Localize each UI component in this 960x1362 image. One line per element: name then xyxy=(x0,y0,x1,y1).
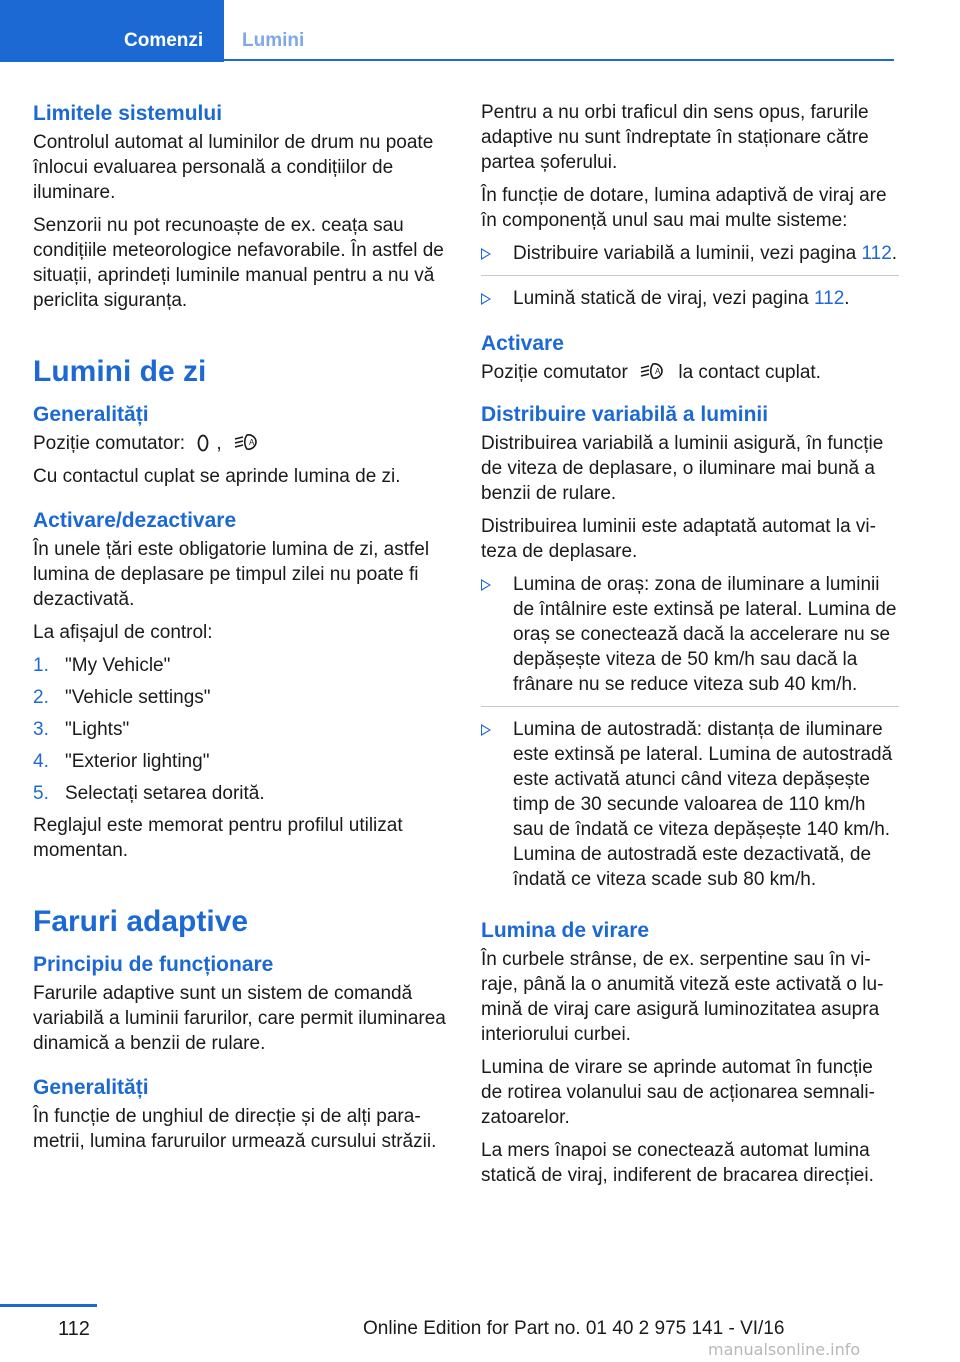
activation-paragraph-2: La afișajul de control: xyxy=(33,622,213,643)
principle-paragraph: Farurile adaptive sunt un sistem de comandă variabilă a luminii farurilor, care permit iluminarea dinamică a benzii de rulare. xyxy=(33,983,446,1054)
switch-position-line xyxy=(33,431,448,456)
limits-paragraph-1: Controlul automat al luminilor de drum nu poate înlocui evaluarea personală a condițiilor de iluminare. xyxy=(33,132,434,203)
distribution-paragraph-2: Distribuirea luminii este adaptată automat la viteza de deplasare. xyxy=(481,516,876,562)
general-paragraph-2: Cu contactul cuplat se aprinde lumina de zi. xyxy=(33,466,401,487)
list-item: Lumina de autostradă: distanța de iluminare este extinsă pe lateral. Lumina de autostradă este activată atunci când viteza depășește timp de 30 secunde valoarea de 110 km/h sau de îndată ce viteza depășește 140 km/h. Lumina de autostradă este dezactivată, de îndată ce viteza scade sub 80 km/h. xyxy=(481,717,899,901)
page-number: 112 xyxy=(58,1318,90,1340)
general-paragraph-3: În funcție de unghiul de direcție și de alți parametrii, lumina faruruilor urmează cursului străzii. xyxy=(33,1106,437,1152)
svg-text:A: A xyxy=(248,438,255,447)
switch-position-text: Poziție comutator: xyxy=(33,433,186,454)
right-column xyxy=(481,100,899,1196)
step-item: 5. Selectați setarea dorită. xyxy=(33,783,265,804)
switch-separator: , xyxy=(216,433,222,454)
edition-text: Online Edition for Part no. 01 40 2 975 141 - VI/16 xyxy=(363,1318,785,1339)
daylight-heading: Lumini de zi xyxy=(33,355,207,388)
list-item: Lumină statică de viraj, vezi pagina 112. xyxy=(481,286,899,320)
list-item: Lumina de oraș: zona de iluminare a luminii de întâlnire este extinsă pe lateral. Lumina de oraș se conectează dacă la accelerare nu se depășește viteza de 50 km/h sau dacă la frânare nu se reduce viteza sub 40 km/h. xyxy=(481,572,899,707)
step-item: 3. "Lights" xyxy=(33,719,130,740)
general-heading: Generalități xyxy=(33,403,149,426)
activation-line: Poziție comutator A la contact cuplat. xyxy=(481,362,821,383)
footer-rule xyxy=(0,1304,97,1307)
page-header xyxy=(0,0,960,62)
left-column xyxy=(33,100,448,1162)
right-paragraph-2: În funcție de dotare, lumina adaptivă de viraj are în componență unul sau mai multe sisteme: xyxy=(481,185,887,231)
header-tab-comenzi: Comenzi xyxy=(124,30,204,51)
limits-paragraph-2: Senzorii nu pot recunoaște de ex. ceața sau condițiile meteorologice nefavorabile. În astfel de situații, aprindeți luminile manual pentru a nu vă periclita siguranța. xyxy=(33,215,444,311)
distribution-list xyxy=(481,572,899,901)
turning-paragraph-1: În curbele strânse, de ex. serpentine sau în viraje, până la o anumită viteză este activată o lumină de viraj care asigură luminozitatea asupra interiorului curbei. xyxy=(481,949,884,1045)
adaptive-headlights-heading: Faruri adaptive xyxy=(33,905,249,938)
svg-text:A: A xyxy=(655,367,661,376)
header-rule xyxy=(224,59,894,61)
activation-paragraph-1: În unele țări este obligatorie lumina de zi, astfel lumina de deplasare pe timpul zilei nu poate fi dezactivată. xyxy=(33,539,430,610)
bullet-triangle-icon xyxy=(481,724,491,736)
settings-steps xyxy=(33,653,448,806)
turning-paragraph-2: Lumina de virare se aprinde automat în funcție de rotirea volanului sau de acționarea semnalizatoarelor. xyxy=(481,1057,875,1128)
bullet-triangle-icon xyxy=(481,579,491,591)
auto-headlight-icon xyxy=(232,431,262,453)
watermark: manualsonline.info xyxy=(708,1340,861,1359)
step-item: 1. "My Vehicle" xyxy=(33,655,171,676)
bullet-triangle-icon xyxy=(481,248,491,260)
turning-light-heading: Lumina de virare xyxy=(481,919,650,942)
limits-heading: Limitele sistemului xyxy=(33,102,223,125)
activation-heading-right: Activare xyxy=(481,332,564,355)
step-item: 2. "Vehicle settings" xyxy=(33,687,211,708)
activation-heading: Activare/dezactivare xyxy=(33,509,237,532)
principle-heading: Principiu de funcționare xyxy=(33,953,274,976)
auto-headlight-icon xyxy=(638,360,668,382)
general-heading-2: Generalități xyxy=(33,1076,149,1099)
step-item: 4. "Exterior lighting" xyxy=(33,751,210,772)
list-item: Distribuire variabilă a luminii, vezi pagina 112. xyxy=(481,241,899,276)
activation-paragraph-3: Reglajul este memorat pentru profilul utilizat momentan. xyxy=(33,815,403,861)
distribution-heading: Distribuire variabilă a luminii xyxy=(481,403,769,426)
bullet-triangle-icon xyxy=(481,293,491,305)
page-link[interactable]: 112 xyxy=(814,288,845,309)
systems-list xyxy=(481,241,899,320)
distribution-paragraph-1: Distribuirea variabilă a luminii asigură, în funcție de viteza de deplasare, o iluminare mai bună a benzii de rulare. xyxy=(481,433,884,504)
header-tab-lumini: Lumini xyxy=(242,30,305,51)
switch-zero-icon xyxy=(195,433,211,453)
right-paragraph-1: Pentru a nu orbi traficul din sens opus, farurile adaptive nu sunt îndreptate în staționare către partea șoferului. xyxy=(481,102,869,173)
page-link[interactable]: 112 xyxy=(861,243,892,264)
turning-paragraph-3: La mers înapoi se conectează automat lumina statică de viraj, indiferent de bracarea direcției. xyxy=(481,1140,874,1186)
